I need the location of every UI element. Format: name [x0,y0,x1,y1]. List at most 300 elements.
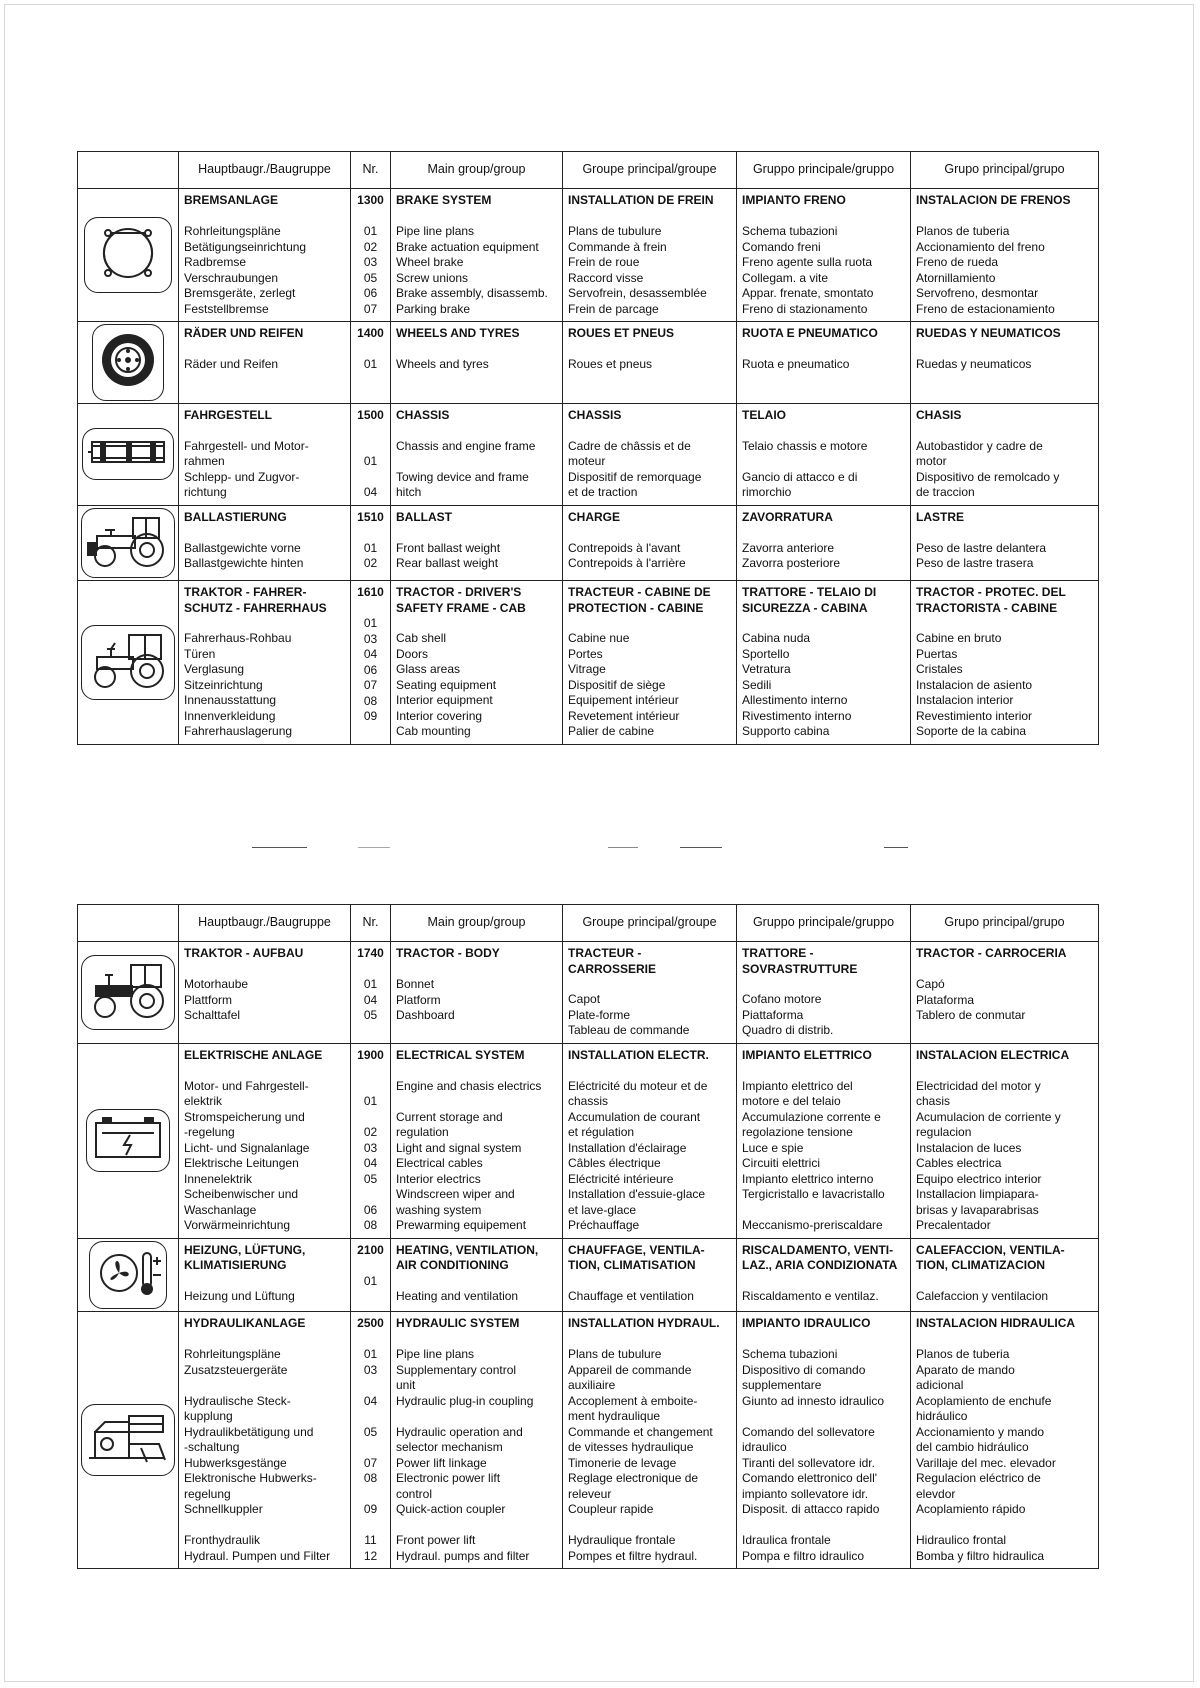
subgroup-name: Impianto elettrico interno [742,1171,874,1186]
subgroup-number: 06 [363,662,378,677]
subgroup-name: brisas y lavaparabrisas [916,1202,1039,1217]
subgroup-name: Accionamiento del freno [916,239,1045,254]
subgroup-name: adicional [916,1378,964,1392]
subgroup-name: et lave-glace [568,1202,637,1217]
subgroup-name: Freno agente sulla ruota [742,255,873,269]
subgroup-name: Planos de tuberia [916,224,1010,238]
group-heading: FAHRGESTELL [184,407,273,422]
group-heading: IMPIANTO FRENO [742,193,846,207]
subgroup-name: Portes [568,646,603,661]
group-numbers [351,322,391,404]
subgroup-name: Electrical cables [396,1156,483,1170]
subgroup-name: Precalentador [916,1218,991,1232]
subgroup-name: Hubwerksgestänge [184,1455,287,1470]
group-heading: RUOTA E PNEUMATICO [742,326,878,340]
subgroup-name: Interior electrics [396,1171,481,1186]
group-heading: ELECTRICAL SYSTEM [396,1047,525,1062]
subgroup-name: Brake actuation equipment [396,239,539,254]
group-heading: INSTALLATION DE FREIN [568,193,714,207]
subgroup-number [353,1440,388,1456]
group-heading: ELEKTRISCHE ANLAGE [184,1047,323,1062]
subgroup-name: supplementare [742,1378,822,1392]
separator-dash [252,847,307,848]
subgroup-name: Rear ballast weight [396,556,499,570]
subgroup-number: 03 [363,1140,378,1155]
subgroup-name: Verschraubungen [184,270,279,285]
subgroup-name: impianto sollevatore idr. [742,1486,869,1501]
group-names-es [911,1312,1099,1569]
subgroup-name: kupplung [184,1409,233,1423]
subgroup-name: Capó [916,977,945,991]
subgroup-name: Dispositif de remorquage [568,469,702,484]
subgroup-name: unit [396,1378,416,1392]
subgroup-name [742,1409,905,1425]
separator-dash [884,847,908,848]
group-number: 2100 [357,1242,384,1257]
group-heading: TRATTORE - SOVRASTRUTTURE [742,946,858,976]
group-heading: INSTALLATION ELECTR. [568,1047,709,1062]
subgroup-name: Sedili [742,677,772,692]
subgroup-name [184,1378,345,1394]
group-names-en [391,1312,563,1569]
wheel-icon [92,324,164,401]
subgroup-number: 01 [363,224,378,238]
subgroup-number: 04 [363,485,378,499]
subgroup-name: Contrepoids à l'arrière [568,556,686,570]
group-heading: TRAKTOR - FAHRER- SCHUTZ - FAHRERHAUS [184,585,327,615]
subgroup-number: 01 [363,540,378,555]
subgroup-number: 06 [363,1202,378,1217]
subgroup-name: -regelung [184,1125,235,1139]
subgroup-number [353,470,388,486]
subgroup-name: Calefaccion y ventilacion [916,1288,1049,1303]
group-number: 1510 [357,509,384,524]
group-index-table-2 [77,904,1099,1569]
subgroup-name: et régulation [568,1125,635,1139]
subgroup-name: Stromspeicherung und [184,1109,305,1124]
group-icon-cell [78,189,179,322]
subgroup-name: Equipement intérieur [568,693,679,707]
subgroup-name: Appar. frenate, smontato [742,286,874,300]
subgroup-name: Ruedas y neumaticos [916,357,1032,371]
group-numbers [351,1238,391,1312]
subgroup-name: Installation d'éclairage [568,1140,687,1155]
group-names-it [737,581,911,745]
subgroup-number: 03 [363,255,378,269]
subgroup-number: 11 [364,1533,377,1547]
subgroup-name: Cab shell [396,631,447,645]
subgroup-name: Comando freni [742,239,821,254]
subgroup-name: Telaio chassis e motore [742,438,868,453]
group-heading: CALEFACCION, VENTILA- TION, CLIMATIZACION [916,1242,1065,1272]
subgroup-name: Supporto cabina [742,724,830,738]
subgroup-name: chasis [916,1094,951,1108]
group-number: 2500 [357,1316,384,1330]
group-heading: WHEELS AND TYRES [396,326,520,340]
col-header-nr: Nr. [351,905,391,942]
subgroup-name: Appareil de commande [568,1362,692,1377]
subgroup-number: 01 [363,977,378,991]
subgroup-name: Timonerie de levage [568,1455,677,1470]
group-heading: CHASSIS [568,407,622,422]
group-heading: ROUES ET PNEUS [568,326,675,340]
subgroup-name: Motor- und Fahrgestell- [184,1078,309,1093]
subgroup-name: Plataforma [916,992,975,1007]
subgroup-name: Supplementary control [396,1362,517,1377]
subgroup-name: Installation d'essuie-glace [568,1187,706,1201]
subgroup-name: Electronic power lift [396,1471,501,1485]
subgroup-name: Acoplamiento de enchufe [916,1393,1052,1408]
subgroup-name: Innenausstattung [184,693,277,707]
subgroup-name: Dispositivo de remolcado y [916,469,1060,484]
group-names-en [391,1043,563,1238]
group-names-es [911,403,1099,505]
group-names-es [911,322,1099,404]
subgroup-name: Cristales [916,662,963,676]
group-icon-cell [78,1043,179,1238]
subgroup-name: Quadro di distrib. [742,1023,834,1037]
group-names-de [179,403,351,505]
subgroup-name: Betätigungseinrichtung [184,239,307,254]
subgroup-name: Accoplement à emboite- [568,1393,698,1408]
group-names-fr [563,505,737,581]
col-header-de: Hauptbaugr./Baugruppe [179,905,351,942]
subgroup-name: washing system [396,1202,482,1217]
subgroup-name: Commande et changement [568,1424,713,1439]
group-names-en [391,322,563,404]
group-heading: TRACTEUR - CARROSSERIE [568,946,657,976]
subgroup-name: Préchauffage [568,1218,640,1232]
subgroup-name [396,1409,557,1425]
group-names-es [911,189,1099,322]
subgroup-name [916,1518,1093,1534]
subgroup-number: 02 [363,556,378,570]
group-names-en [391,403,563,505]
group-heading: BALLAST [396,509,452,524]
group-names-fr [563,1312,737,1569]
group-row [78,1238,1099,1312]
subgroup-name: Riscaldamento e ventilaz. [742,1288,879,1303]
subgroup-name [742,1518,905,1534]
subgroup-name: Windscreen wiper and [396,1187,515,1201]
subgroup-name: Allestimento interno [742,693,848,707]
subgroup-name: Tergicristallo e lavacristallo [742,1187,885,1201]
subgroup-number: 05 [363,1171,378,1186]
subgroup-name: Chassis and engine frame [396,438,536,453]
subgroup-name: Accumulation de courant [568,1109,701,1124]
subgroup-name: Hydraulische Steck- [184,1393,291,1408]
subgroup-name: Schnellkuppler [184,1502,263,1516]
group-number: 1300 [357,193,384,207]
subgroup-name: Servofrein, desassemblée [568,286,707,300]
subgroup-name: Freno di stazionamento [742,301,868,316]
group-names-it [737,505,911,581]
group-row [78,322,1099,404]
group-names-es [911,942,1099,1044]
subgroup-name: Bremsgeräte, zerlegt [184,286,296,300]
subgroup-name: Dashboard [396,1008,455,1022]
group-icon-cell [78,1238,179,1312]
group-heading: HYDRAULIC SYSTEM [396,1316,520,1330]
subgroup-number: 01 [363,357,378,371]
group-heading: HEATING, VENTILATION, AIR CONDITIONING [396,1242,539,1272]
group-numbers [351,581,391,745]
icon-column-header [78,152,179,189]
group-numbers [351,189,391,322]
subgroup-name: Schlepp- und Zugvor- [184,469,300,484]
subgroup-name: Screw unions [396,270,469,285]
subgroup-number: 02 [363,239,378,254]
subgroup-name: Freno de rueda [916,255,999,269]
subgroup-number: 01 [363,1094,378,1108]
subgroup-name: Accionamiento y mando [916,1424,1045,1439]
subgroup-name: Innenelektrik [184,1171,253,1186]
subgroup-name: Vorwärmeinrichtung [184,1218,291,1232]
subgroup-number: 07 [363,301,378,316]
subgroup-name: Schalttafel [184,1008,241,1022]
group-heading: TRACTOR - BODY [396,946,500,960]
subgroup-name: Collegam. a vite [742,270,829,285]
subgroup-name: Eléctricité intérieure [568,1171,674,1186]
subgroup-name: Contrepoids à l'avant [568,540,681,555]
subgroup-name: Hydraulique frontale [568,1533,676,1547]
subgroup-name: Front ballast weight [396,540,501,555]
subgroup-name: Cabina nuda [742,631,811,645]
subgroup-number: 04 [363,992,378,1007]
subgroup-name: Prewarming equipement [396,1218,527,1232]
subgroup-number: 02 [363,1125,378,1139]
group-row [78,505,1099,581]
group-names-it [737,1043,911,1238]
subgroup-name: Revetement intérieur [568,708,680,723]
group-numbers [351,1043,391,1238]
group-heading: IMPIANTO ELETTRICO [742,1047,872,1062]
subgroup-name: Engine and chasis electrics [396,1078,542,1093]
subgroup-name: Elektrische Leitungen [184,1156,299,1170]
subgroup-number [353,1487,388,1503]
subgroup-name: Pipe line plans [396,1347,475,1361]
subgroup-name: Fahrerhaus-Rohbau [184,631,292,645]
group-row [78,942,1099,1044]
subgroup-name: motore e del telaio [742,1094,841,1108]
subgroup-name: releveur [568,1486,612,1501]
subgroup-name: et de traction [568,485,638,499]
subgroup-name: Frein de parcage [568,301,659,316]
group-heading: TRACTOR - PROTEC. DEL TRACTORISTA - CABINE [916,585,1066,615]
group-heading: BRAKE SYSTEM [396,193,492,207]
subgroup-name: Instalacion de asiento [916,677,1033,692]
group-heading: RUEDAS Y NEUMATICOS [916,326,1061,340]
subgroup-name: Hydraulikbetätigung und [184,1424,314,1439]
subgroup-name: Comando elettronico dell' [742,1471,878,1485]
subgroup-name: Regulacion eléctrico de [916,1471,1041,1485]
group-names-de [179,942,351,1044]
subgroup-name: elektrik [184,1094,223,1108]
subgroup-name: Glass areas [396,662,461,676]
subgroup-name: Innenverkleidung [184,708,276,723]
subgroup-name: Servofreno, desmontar [916,286,1039,300]
subgroup-name: Towing device and frame [396,469,529,484]
subgroup-number: 07 [363,678,378,692]
subgroup-name: Schema tubazioni [742,224,838,238]
subgroup-name: rahmen [184,454,225,468]
group-names-fr [563,581,737,745]
group-numbers [351,942,391,1044]
col-header-en: Main group/group [391,152,563,189]
subgroup-name: de traccion [916,485,975,499]
subgroup-name: del cambio hidráulico [916,1440,1029,1454]
subgroup-name: Zavorra anteriore [742,540,835,555]
subgroup-name: motor [916,454,947,468]
group-names-fr [563,942,737,1044]
subgroup-name: Cabine en bruto [916,631,1002,645]
group-icon-cell [78,942,179,1044]
group-heading: ZAVORRATURA [742,509,833,524]
subgroup-name [568,1518,731,1534]
group-numbers [351,505,391,581]
group-heading: RÄDER UND REIFEN [184,326,304,340]
heating-fan-icon [89,1241,167,1310]
group-heading: TRACTOR - CARROCERIA [916,946,1067,960]
separator-dash [608,847,638,848]
subgroup-name: Parking brake [396,301,471,316]
group-numbers [351,1312,391,1569]
group-heading: CHASSIS [396,407,450,422]
group-heading: INSTALACION ELECTRICA [916,1047,1070,1062]
subgroup-name: Coupleur rapide [568,1502,654,1516]
subgroup-name: chassis [568,1094,609,1108]
subgroup-name: de vitesses hydraulique [568,1440,694,1454]
subgroup-name: Instalacion interior [916,693,1014,707]
subgroup-name: Meccanismo-preriscaldare [742,1218,883,1232]
group-names-es [911,1043,1099,1238]
group-numbers [351,403,391,505]
group-names-en [391,189,563,322]
subgroup-name: Sitzeinrichtung [184,677,263,692]
col-header-it: Gruppo principale/gruppo [737,152,911,189]
subgroup-name: Zusatzsteuergeräte [184,1362,288,1377]
group-heading: BALLASTIERUNG [184,509,287,524]
subgroup-name: hidráulico [916,1409,968,1423]
group-heading: HYDRAULIKANLAGE [184,1316,306,1330]
subgroup-name: Power lift linkage [396,1455,487,1470]
subgroup-name: Dispositivo di comando [742,1362,866,1377]
subgroup-number: 08 [363,1471,378,1485]
subgroup-name: Tablero de conmutar [916,1008,1026,1022]
subgroup-name: Equipo electrico interior [916,1171,1042,1186]
group-icon-cell [78,581,179,745]
group-number: 1900 [357,1047,384,1062]
subgroup-name: Instalacion de luces [916,1140,1022,1155]
subgroup-name: Idraulica frontale [742,1533,831,1547]
tractor-ballast-icon [81,508,175,579]
subgroup-name: Plans de tubulure [568,224,662,238]
group-row [78,189,1099,322]
subgroup-name: Circuiti elettrici [742,1156,821,1170]
col-header-es: Grupo principal/grupo [911,905,1099,942]
separator-dash [358,847,390,848]
subgroup-name: Plattform [184,992,233,1007]
subgroup-name: Ballastgewichte hinten [184,556,304,570]
group-number: 1610 [357,585,384,599]
group-names-de [179,1312,351,1569]
subgroup-name: Current storage and [396,1109,503,1124]
subgroup-name: Electricidad del motor y [916,1078,1041,1093]
group-names-fr [563,403,737,505]
subgroup-number: 06 [363,286,378,300]
subgroup-name: Fahrerhauslagerung [184,724,293,738]
subgroup-name: Piattaforma [742,1007,804,1022]
subgroup-name [184,1518,345,1534]
table-header-row [78,152,1099,189]
subgroup-name: Disposit. di attacco rapido [742,1502,880,1516]
subgroup-name: Front power lift [396,1533,476,1547]
group-heading: CHARGE [568,509,621,524]
subgroup-name: Wheels and tyres [396,357,489,371]
subgroup-name: Tableau de commande [568,1023,690,1037]
battery-icon [86,1109,170,1172]
subgroup-name: Autobastidor y cadre de [916,438,1043,453]
icon-column-header [78,905,179,942]
subgroup-name: Palier de cabine [568,724,655,738]
col-header-it: Gruppo principale/gruppo [737,905,911,942]
subgroup-name: Pipe line plans [396,224,475,238]
group-names-it [737,322,911,404]
group-icon-cell [78,1312,179,1569]
subgroup-number: 04 [363,647,378,661]
subgroup-name: -schaltung [184,1440,240,1454]
group-names-it [737,403,911,505]
subgroup-name: Eléctricité du moteur et de [568,1078,708,1093]
subgroup-name: Hydraulic operation and [396,1424,523,1439]
brake-shoes-icon [84,217,172,294]
group-row [78,581,1099,745]
group-row [78,403,1099,505]
subgroup-name: Gancio di attacco e di [742,469,858,484]
col-header-es: Grupo principal/grupo [911,152,1099,189]
subgroup-name: Plans de tubulure [568,1347,662,1361]
subgroup-name: Fronthydraulik [184,1533,261,1547]
subgroup-number: 05 [363,270,378,285]
subgroup-name: Heating and ventilation [396,1288,519,1303]
subgroup-name: Tiranti del sollevatore idr. [742,1455,875,1470]
col-header-en: Main group/group [391,905,563,942]
col-header-fr: Groupe principal/groupe [563,152,737,189]
table-header-row [78,905,1099,942]
subgroup-name: Ballastgewichte vorne [184,540,301,555]
group-number: 1500 [357,407,384,422]
group-icon-cell [78,505,179,581]
group-index-table-1 [77,151,1099,745]
subgroup-name: Hydraul. pumps and filter [396,1548,530,1563]
subgroup-number: 04 [363,1393,378,1408]
group-heading: TRACTEUR - CABINE DE PROTECTION - CABINE [568,585,711,615]
separator-dash [680,847,722,848]
subgroup-name: Wheel brake [396,255,464,269]
subgroup-name [742,454,905,470]
subgroup-name: regulacion [916,1125,972,1139]
subgroup-number: 07 [363,1455,378,1470]
group-names-fr [563,1043,737,1238]
group-heading: HEIZUNG, LÜFTUNG, KLIMATISIERUNG [184,1242,306,1272]
subgroup-name: Giunto ad innesto idraulico [742,1393,885,1408]
group-heading: CHASIS [916,407,962,422]
subgroup-name: Impianto elettrico del [742,1078,853,1093]
subgroup-number: 05 [363,1008,378,1022]
subgroup-name [396,454,557,470]
subgroup-name: Chauffage et ventilation [568,1288,694,1303]
subgroup-name: regolazione tensione [742,1125,853,1139]
